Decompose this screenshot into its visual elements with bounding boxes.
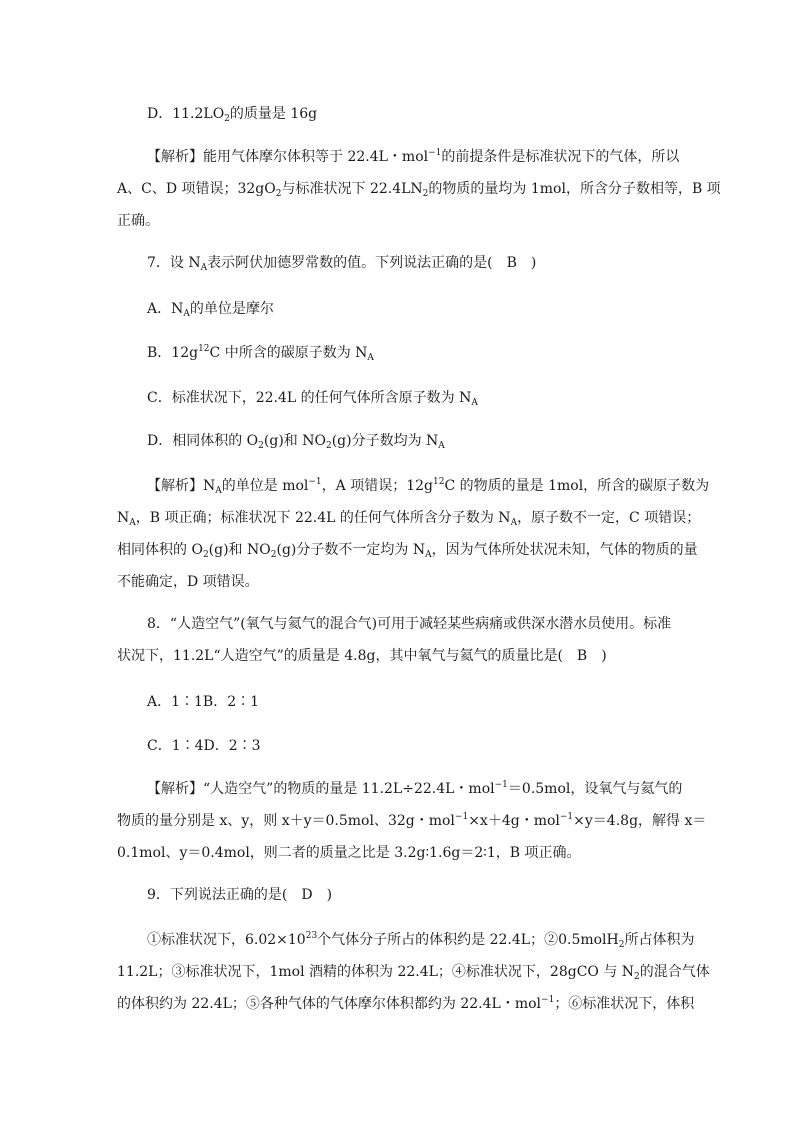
q9-content-line-2: 11.2L；③标准状况下，1mol 酒精的体积为 22.4L；④标准状况下，28gCO 与 $N_2$的混合气体 — [117, 964, 710, 982]
q8-options-ab: A．1∶1B．2∶1 — [147, 694, 260, 710]
q9-stem: 9．下列说法正确的是( D ) — [147, 887, 333, 903]
q7-option-a: A．$N_A$的单位是摩尔 — [147, 301, 274, 319]
q8-stem-line-1: 8．“人造空气”(氧气与氦气的混合气)可用于减轻某些病痛或供深水潜水员使用。标准 — [147, 616, 672, 632]
q6-option-d: D．$11.2LO_2$的质量是 16g — [147, 106, 318, 124]
q9-content-line-3: 的体积约为 22.4L；⑤各种气体的气体摩尔体积都约为 22.4L・mol$^{-1}$；⑥标准状况下，体积 — [117, 995, 695, 1012]
q8-analysis-line-1: 【解析】“人造空气”的物质的量是 11.2L÷22.4L・mol$^{-1}$＝0.5mol，设氧气与氦气的 — [147, 780, 683, 797]
q8-options-cd: C．1∶4D．2∶3 — [147, 738, 261, 754]
q7-analysis-line-4: 不能确定，D 项错误。 — [117, 574, 259, 590]
q7-option-c: C．标准状况下，22.4L 的任何气体所含原子数为 $N_A$ — [147, 390, 478, 408]
q7-option-b: B．$12g^{12}C$ 中所含的碳原子数为 $N_A$ — [147, 344, 374, 363]
q7-stem: 7．设 $N_A$表示阿伏加德罗常数的值。下列说法正确的是( B ) — [147, 255, 537, 273]
q8-analysis-line-3: 0.1mol、y＝0.4mol，则二者的质量之比是 3.2g∶1.6g＝2∶1，B 项正确。 — [117, 845, 581, 861]
q7-option-d: D．相同体积的 $O_2(g)$和 $NO_2(g)$分子数均为 $N_A$ — [147, 433, 445, 451]
q6-analysis-line-2: A、C、D 项错误；$32gO_2$与标准状况下 $22.4LN_2$的物质的量均为 1mol，所含分子数相等，B 项 — [117, 181, 721, 199]
q6-analysis-line-1: 【解析】能用气体摩尔体积等于 22.4L・mol$^{-1}$的前提条件是标准状况下的气体，所以 — [147, 148, 680, 165]
q8-analysis-line-2: 物质的量分别是 x、y，则 x＋y＝0.5mol、32g・mol$^{-1}$×x＋4g・mol$^{-1}$×y＝4.8g，解得 x＝ — [117, 812, 707, 829]
q7-analysis-line-3: 相同体积的 $O_2(g)$和 $NO_2(g)$分子数不一定均为 $N_A$，因为气体所处状况未知，气体的物质的量 — [117, 542, 698, 560]
q9-content-line-1: ①标准状况下，$6.02\times 10^{23}$个气体分子所占的体积约是 22.4L；②0.5molH$_2$所占体积为 — [147, 931, 695, 950]
q8-stem-line-2: 状况下，11.2L“人造空气”的质量是 4.8g，其中氧气与氦气的质量比是( B ) — [117, 648, 607, 664]
q6-analysis-line-3: 正确。 — [117, 213, 159, 229]
q7-analysis-line-1: 【解析】$N_A$的单位是 mol$^{-1}$，A 项错误；$12g^{12}C$ 的物质的量是 1mol，所含的碳原子数为 — [147, 477, 710, 496]
q7-analysis-line-2: $N_A$，B 项正确；标准状况下 22.4L 的任何气体所含分子数为 $N_A$，原子数不一定，C 项错误； — [117, 510, 701, 528]
